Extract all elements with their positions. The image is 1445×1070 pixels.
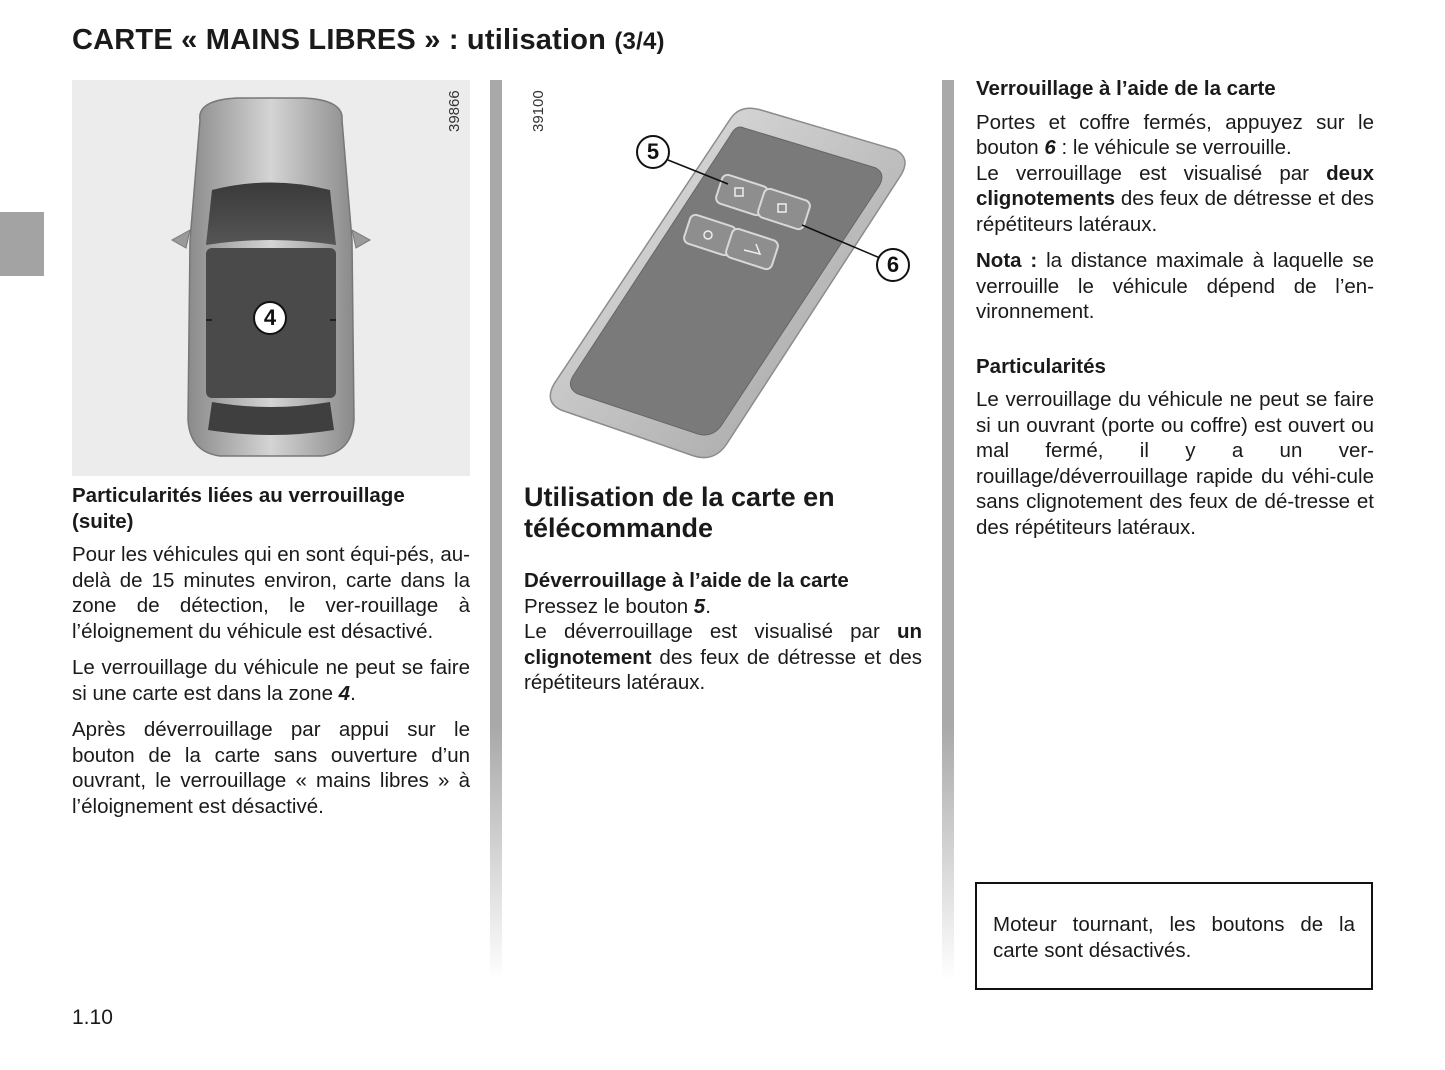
column-divider-right: [942, 80, 954, 980]
button-5-reference: 5: [693, 594, 706, 618]
nota-paragraph: [976, 248, 1374, 325]
column-right: [976, 76, 1374, 551]
particularities-heading: Particularités: [976, 354, 1106, 378]
callout-button-6: 6: [876, 248, 910, 282]
paragraph-timeout: Pour les véhicules qui en sont équi-pés, au-delà de 15 minutes environ, carte dans la zone de détection, le ver-rouillage à l’éloignement du véhicule est désactivé.: [72, 543, 470, 643]
column-middle: [524, 482, 922, 707]
press-button-text: Pressez le bouton: [524, 594, 694, 618]
chapter-tab: [0, 212, 44, 276]
column-divider-left: [490, 80, 502, 980]
locking-visualization-start: Le verrouillage est visualisé par: [976, 161, 1327, 185]
callout-button-5: 5: [636, 135, 670, 169]
locking-visualization-end: des feux de détresse et des répétiteurs latéraux.: [976, 187, 1374, 236]
paragraph-card-in-zone-text: Le verrouillage du véhicule ne peut se faire si une carte est dans la zone: [72, 656, 470, 705]
car-top-view-illustration: [72, 80, 470, 476]
unlock-visualization-paragraph: [524, 619, 922, 696]
locking-instruction-end: : le véhicule se verrouille.: [1055, 136, 1292, 159]
page-title-text: CARTE « MAINS LIBRES » : utilisation: [72, 24, 607, 56]
paragraph-after-unlock: Après déverrouillage par appui sur le bouton de la carte sans ouverture d’un ouvrant, le verrouillage « mains libres » à l’éloignement est désactivé.: [72, 718, 470, 818]
unlock-visualization-start: Le déverrouillage est visualisé par: [524, 620, 897, 643]
page-number: 1.10: [72, 1006, 113, 1029]
zone-reference: 4: [338, 681, 351, 705]
button-6-reference: 6: [1044, 136, 1056, 159]
particularities-paragraph: Le verrouillage du véhicule ne peut se faire si un ouvrant (porte ou coffre) est ouvert ou mal fermé, il y a un ver-rouillage/déverrouillage rapide du véhi-cule sans clignotement des feux de dé-tresse et des répétiteurs latéraux.: [976, 388, 1374, 539]
page-title: [72, 24, 665, 57]
remote-use-heading: Utilisation de la carte en télécommande: [524, 482, 835, 543]
key-card-illustration: [516, 80, 926, 470]
page-title-suffix: (3/4): [614, 28, 665, 55]
nota-label: Nota :: [976, 249, 1038, 272]
locking-instruction-start: Portes et coffre fermés, appuyez sur le bouton: [976, 110, 1374, 159]
paragraph-card-in-zone: [72, 655, 470, 706]
locking-heading: Verrouillage à l’aide de la carte: [976, 77, 1276, 100]
press-button-line: [524, 594, 922, 620]
unlock-visualization-end: des feux de détresse et des répétiteurs latéraux.: [524, 645, 922, 694]
locking-specifics-heading: Particularités liées au verrouillage (suite): [72, 484, 405, 533]
unlock-visualization-bold: un clignotement: [524, 620, 922, 669]
card-figure: [516, 80, 926, 470]
column-left: [72, 483, 470, 830]
locking-visualization-bold: deux clignotements: [976, 161, 1374, 210]
unlocking-heading: Déverrouillage à l’aide de la carte: [524, 569, 849, 592]
nota-text: la distance maximale à laquelle se verrouille le véhicule dépend de l’en-vironnement.: [976, 249, 1375, 323]
paragraph-card-in-zone-end: .: [350, 681, 356, 705]
locking-visualization: [976, 161, 1374, 238]
car-figure-reference: 39866: [446, 90, 463, 132]
car-top-view-figure: [72, 80, 470, 476]
engine-running-note: Moteur tournant, les boutons de la carte sont désactivés.: [975, 882, 1373, 990]
callout-zone-4: 4: [253, 301, 287, 335]
press-button-end: .: [705, 594, 711, 618]
locking-instruction: [976, 110, 1374, 161]
card-figure-reference: 39100: [530, 90, 547, 132]
